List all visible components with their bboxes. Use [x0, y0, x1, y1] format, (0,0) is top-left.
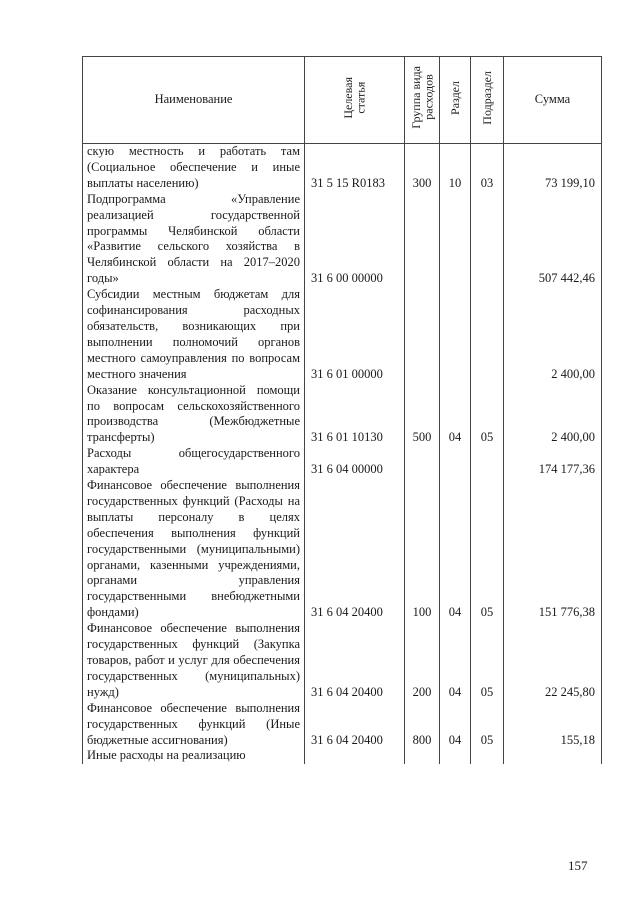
row-article — [305, 748, 405, 764]
row-sum: 151 776,38 — [504, 478, 602, 621]
row-group: 200 — [405, 621, 440, 701]
row-subsection: 05 — [471, 478, 504, 621]
row-name: Финансовое обеспечение выполнения государственных функций (Иные бюджетные ассигнования) — [83, 701, 305, 749]
row-sum: 2 400,00 — [504, 383, 602, 447]
table-row — [83, 383, 602, 447]
row-section — [440, 192, 471, 287]
budget-table — [82, 56, 602, 764]
row-subsection — [471, 287, 504, 382]
header-sum: Сумма — [504, 57, 602, 144]
row-name: Финансовое обеспечение выполнения государственных функций (Закупка товаров, работ и услуг для обеспечения государственных (муниципальных) нужд) — [83, 621, 305, 701]
row-subsection — [471, 192, 504, 287]
row-article: 31 6 01 10130 — [305, 383, 405, 447]
table-row — [83, 446, 602, 478]
row-group — [405, 287, 440, 382]
row-subsection: 03 — [471, 144, 504, 192]
row-article: 31 6 04 20400 — [305, 478, 405, 621]
row-name: Финансовое обеспечение выполнения государственных функций (Расходы на выплаты персоналу в целях обеспечения выполнения функций государственными (муниципальными) органами, казенными учреждениями, органами управления государственными внебюджетными фондами) — [83, 478, 305, 621]
row-section — [440, 287, 471, 382]
row-section: 04 — [440, 478, 471, 621]
row-group — [405, 446, 440, 478]
row-section: 04 — [440, 701, 471, 749]
table-row — [83, 192, 602, 287]
row-article: 31 6 04 00000 — [305, 446, 405, 478]
table-header — [83, 57, 602, 144]
table-row — [83, 144, 602, 192]
row-subsection: 05 — [471, 621, 504, 701]
row-article: 31 6 00 00000 — [305, 192, 405, 287]
row-name: скую местность и работать там (Социальное обеспечение и иные выплаты населению) — [83, 144, 305, 192]
page-number: 157 — [568, 858, 588, 873]
row-article: 31 6 04 20400 — [305, 621, 405, 701]
header-subsection-label: Подраздел — [479, 70, 494, 125]
row-section: 10 — [440, 144, 471, 192]
row-name: Субсидии местным бюджетам для софинансирования расходных обязательств, возникающих при выполнении полномочий органов местного самоуправления по вопросам местного значения — [83, 287, 305, 382]
table-row — [83, 478, 602, 621]
row-name: Подпрограмма «Управление реализацией государственной программы Челябинской области «Развитие сельского хозяйства в Челябинской области на 2017–2020 годы» — [83, 192, 305, 287]
row-group: 500 — [405, 383, 440, 447]
table-row — [83, 748, 602, 764]
row-subsection — [471, 748, 504, 764]
row-subsection: 05 — [471, 383, 504, 447]
header-subsection — [471, 57, 504, 144]
table-row — [83, 287, 602, 382]
row-subsection: 05 — [471, 701, 504, 749]
row-sum — [504, 748, 602, 764]
header-article-label: Целевая статья — [341, 76, 368, 119]
header-name: Наименование — [83, 57, 305, 144]
header-group — [405, 57, 440, 144]
table-body — [83, 144, 602, 765]
header-article — [305, 57, 405, 144]
row-section — [440, 446, 471, 478]
row-section: 04 — [440, 621, 471, 701]
header-section-label: Раздел — [447, 80, 462, 115]
row-name: Оказание консультационной помощи по вопросам сельскохозяйственного производства (Межбюджетные трансферты) — [83, 383, 305, 447]
row-group: 100 — [405, 478, 440, 621]
row-subsection — [471, 446, 504, 478]
row-section: 04 — [440, 383, 471, 447]
header-section — [440, 57, 471, 144]
row-group: 300 — [405, 144, 440, 192]
row-sum: 507 442,46 — [504, 192, 602, 287]
table-row — [83, 701, 602, 749]
row-name: Расходы общегосударственного характера — [83, 446, 305, 478]
header-group-label: Группа вида расходов — [408, 66, 435, 129]
row-group — [405, 192, 440, 287]
table-row — [83, 621, 602, 701]
row-article: 31 6 01 00000 — [305, 287, 405, 382]
row-sum: 174 177,36 — [504, 446, 602, 478]
row-sum: 155,18 — [504, 701, 602, 749]
row-article: 31 6 04 20400 — [305, 701, 405, 749]
row-sum: 22 245,80 — [504, 621, 602, 701]
row-sum: 73 199,10 — [504, 144, 602, 192]
row-group: 800 — [405, 701, 440, 749]
row-article: 31 5 15 R0183 — [305, 144, 405, 192]
row-name: Иные расходы на реализацию — [83, 748, 305, 764]
row-section — [440, 748, 471, 764]
row-group — [405, 748, 440, 764]
row-sum: 2 400,00 — [504, 287, 602, 382]
